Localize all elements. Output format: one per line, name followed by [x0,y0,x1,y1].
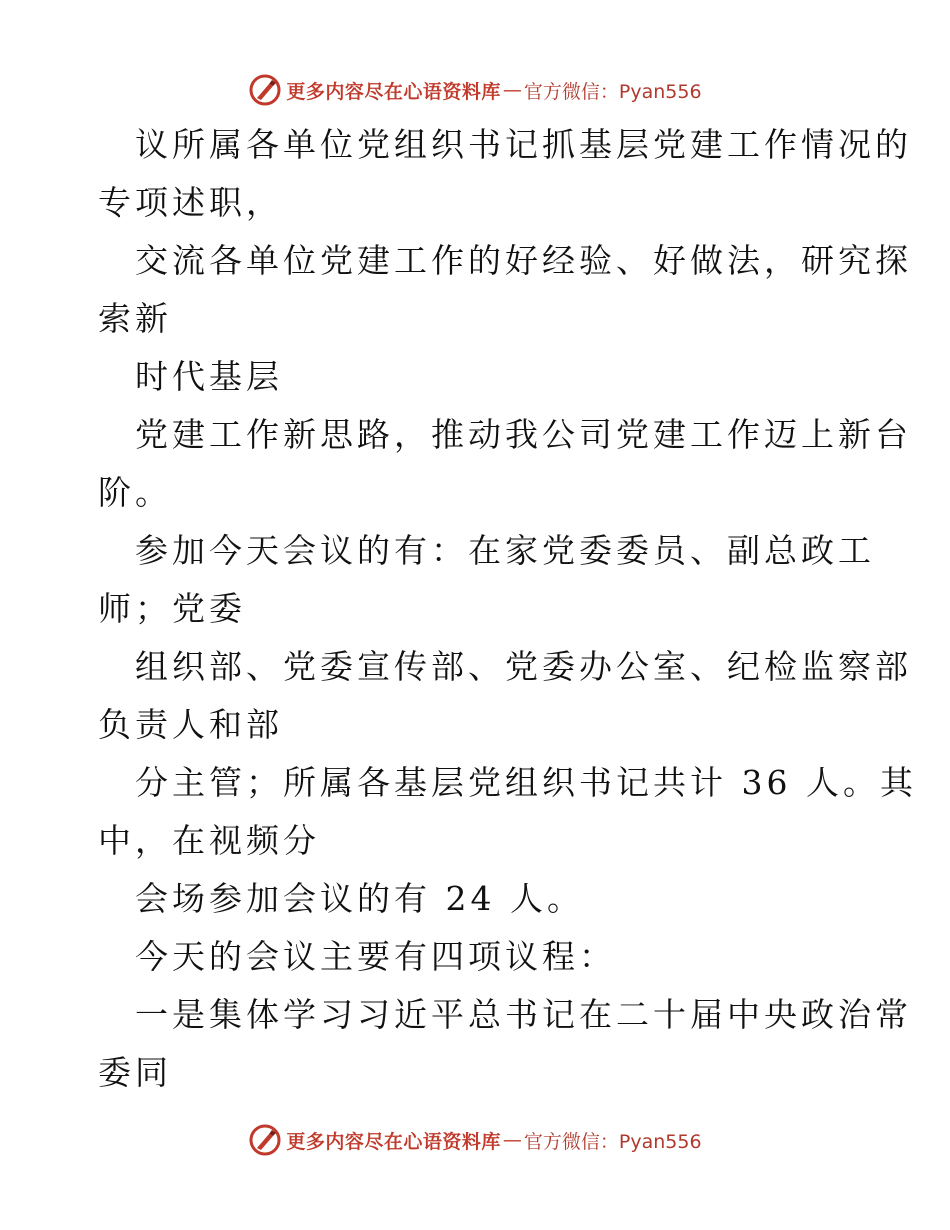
text-line: 阶。 [98,473,172,512]
text-line: 一是集体学习习近平总书记在二十届中央政治常 [135,995,912,1034]
text-line: 专项述职， [98,183,283,222]
watermark-wechat: 官方微信：Pyan556 [523,80,702,103]
text-line: 组织部、党委宣传部、党委办公室、纪检监察部 [135,647,912,686]
text-line: 会场参加会议的有 24 人。 [135,879,584,918]
text-line: 分主管；所属各基层党组织书记共计 36 人。其 [135,763,917,802]
watermark-text: 更多内容尽在心语资料库 [286,1130,501,1153]
text-line: 参加今天会议的有：在家党委委员、副总政工 [135,531,875,570]
watermark-wechat: 官方微信：Pyan556 [523,1130,702,1153]
watermark-dash: — [502,1129,522,1151]
document-body [98,116,917,1102]
text-line: 索新 [98,299,172,338]
footer-watermark [0,1122,950,1158]
pen-logo-icon [248,73,282,107]
text-line: 党建工作新思路，推动我公司党建工作迈上新台 [135,415,912,454]
text-line: 中，在视频分 [98,821,320,860]
text-line: 交流各单位党建工作的好经验、好做法，研究探 [135,241,912,280]
text-line: 委同 [98,1053,172,1092]
text-line: 时代基层 [135,357,283,396]
text-line: 负责人和部 [98,705,283,744]
text-line: 议所属各单位党组织书记抓基层党建工作情况的 [135,125,912,164]
pen-logo-icon [248,1123,282,1157]
watermark-dash: — [502,79,522,101]
header-watermark [0,72,950,108]
text-line: 师；党委 [98,589,246,628]
text-line: 今天的会议主要有四项议程： [135,937,616,976]
watermark-text: 更多内容尽在心语资料库 [286,80,501,103]
